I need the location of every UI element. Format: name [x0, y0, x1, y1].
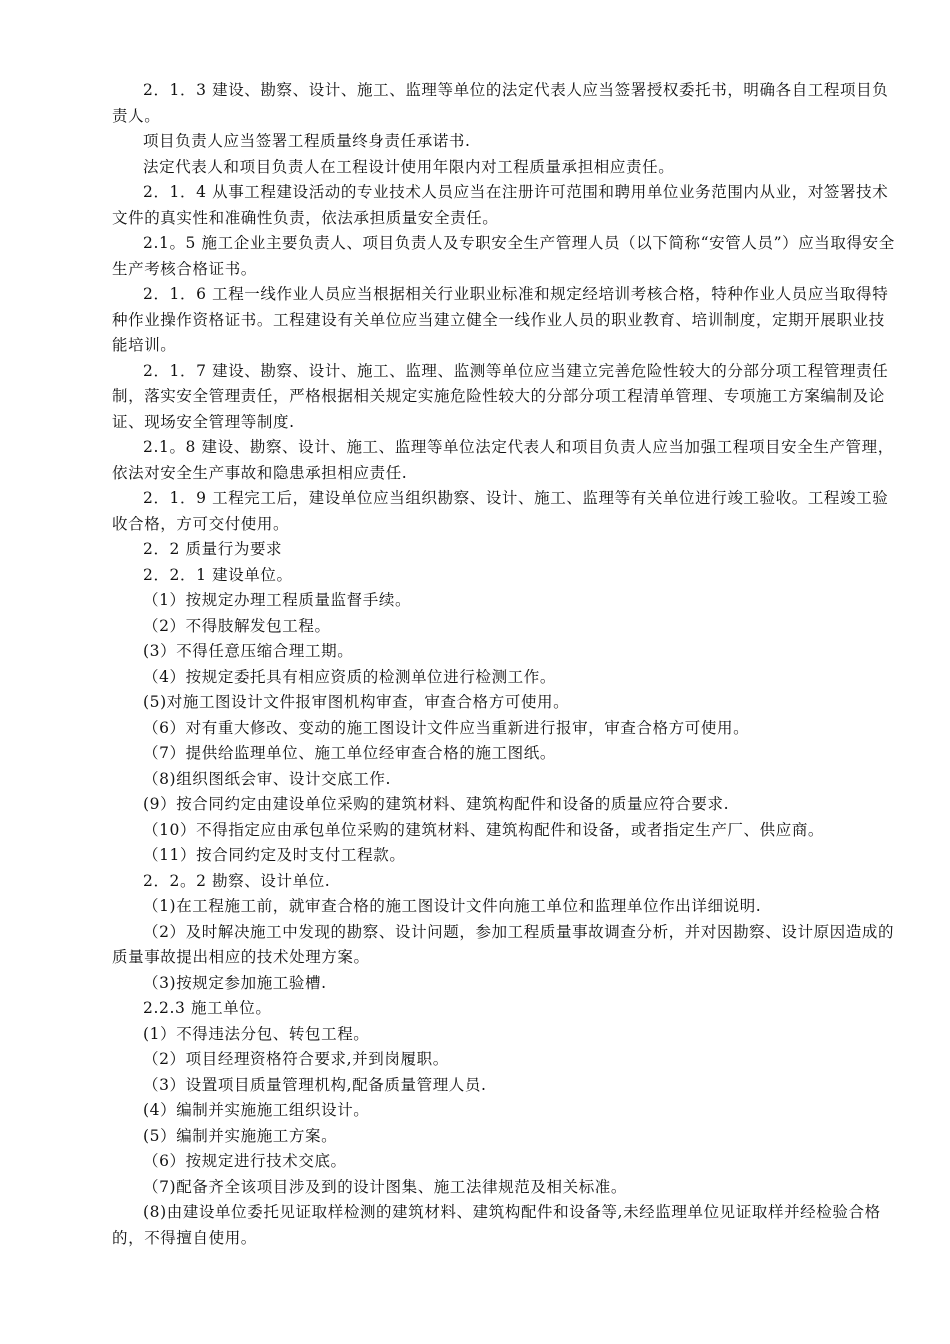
list-item: (4）编制并实施施工组织设计。 — [143, 1101, 370, 1119]
list-item: （2）不得肢解发包工程。 — [143, 616, 331, 635]
paragraph: 2.1。8 建设、勘察、设计、施工、监理等单位法定代表人和项目负责人应当加强工程项目安全生产管理，依法对安全生产事故和隐患承担相应责任. — [112, 438, 894, 482]
list-item: （6）对有重大修改、变动的施工图设计文件应当重新进行报审，审查合格方可使用。 — [143, 718, 750, 737]
section-heading: 2．2 质量行为要求 — [143, 540, 283, 558]
list-item: （3）设置项目质量管理机构,配备质量管理人员. — [143, 1075, 487, 1094]
list-item: （7）提供给监理单位、施工单位经审查合格的施工图纸。 — [143, 744, 556, 762]
paragraph: 2．1．9 工程完工后，建设单位应当组织勘察、设计、施工、监理等有关单位进行竣工验收。工程竣工验收合格，方可交付使用。 — [112, 489, 889, 533]
list-item: （2）项目经理资格符合要求,并到岗履职。 — [143, 1050, 449, 1068]
list-item: （8)组织图纸会审、设计交底工作. — [143, 769, 392, 788]
subsection-heading: 2．2．1 建设单位。 — [143, 565, 293, 584]
list-item: （7)配备齐全该项目涉及到的设计图集、施工法律规范及相关标准。 — [143, 1177, 628, 1196]
list-item: （4）按规定委托具有相应资质的检测单位进行检测工作。 — [143, 667, 556, 686]
list-item: （6）按规定进行技术交底。 — [143, 1152, 347, 1170]
list-item: （3)按规定参加施工验槽. — [143, 973, 327, 992]
paragraph: 2．1．7 建设、勘察、设计、施工、监理、监测等单位应当建立完善危险性较大的分部分项工程管理责任制，落实安全管理责任，严格根据相关规定实施危险性较大的分部分项工程清单管理、专项施工方案编制及论证、现场安全管理等制度. — [112, 361, 889, 431]
list-item: (9）按合同约定由建设单位采购的建筑材料、建筑构配件和设备的质量应符合要求. — [143, 795, 730, 813]
list-item: （2）及时解决施工中发现的勘察、设计问题，参加工程质量事故调查分析，并对因勘察、设计原因造成的质量事故提出相应的技术处理方案。 — [112, 922, 895, 966]
subsection-heading: 2.2.3 施工单位。 — [143, 999, 272, 1017]
list-item: （1）按规定办理工程质量监督手续。 — [143, 591, 412, 609]
list-item: （1)在工程施工前，就审查合格的施工图设计文件向施工单位和监理单位作出详细说明. — [143, 897, 762, 915]
paragraph: 2．1．4 从事工程建设活动的专业技术人员应当在注册许可范围和聘用单位业务范围内从业，对签署技术文件的真实性和准确性负责，依法承担质量安全责任。 — [112, 183, 889, 227]
paragraph: 2.1。5 施工企业主要负责人、项目负责人及专职安全生产管理人员（以下简称“安管人员”）应当取得安全生产考核合格证书。 — [112, 234, 895, 278]
subsection-heading: 2．2。2 勘察、设计单位. — [143, 871, 331, 890]
paragraph: 法定代表人和项目负责人在工程设计使用年限内对工程质量承担相应责任。 — [143, 157, 675, 176]
list-item: （10）不得指定应由承包单位采购的建筑材料、建筑构配件和设备，或者指定生产厂、供应商。 — [143, 820, 825, 839]
list-item: (3）不得任意压缩合理工期。 — [143, 642, 354, 660]
paragraph: 2．1．6 工程一线作业人员应当根据相关行业职业标准和规定经培训考核合格，特种作业人员应当取得特种作业操作资格证书。工程建设有关单位应当建立健全一线作业人员的职业教育、培训制度，定期开展职业技能培训。 — [112, 285, 889, 354]
paragraph: 2．1．3 建设、勘察、设计、施工、监理等单位的法定代表人应当签署授权委托书，明确各自工程项目负责人。 — [112, 81, 889, 125]
list-item: (5）编制并实施施工方案。 — [143, 1126, 338, 1145]
list-item: (5)对施工图设计文件报审图机构审查，审查合格方可使用。 — [143, 693, 570, 711]
list-item: （11）按合同约定及时支付工程款。 — [143, 846, 406, 864]
list-item: (8)由建设单位委托见证取样检测的建筑材料、建筑构配件和设备等,未经监理单位见证取样并经检验合格的，不得擅自使用。 — [112, 1203, 881, 1247]
list-item: (1）不得违法分包、转包工程。 — [143, 1024, 370, 1043]
paragraph: 项目负责人应当签署工程质量终身责任承诺书. — [143, 132, 471, 150]
document-page — [112, 78, 896, 1251]
